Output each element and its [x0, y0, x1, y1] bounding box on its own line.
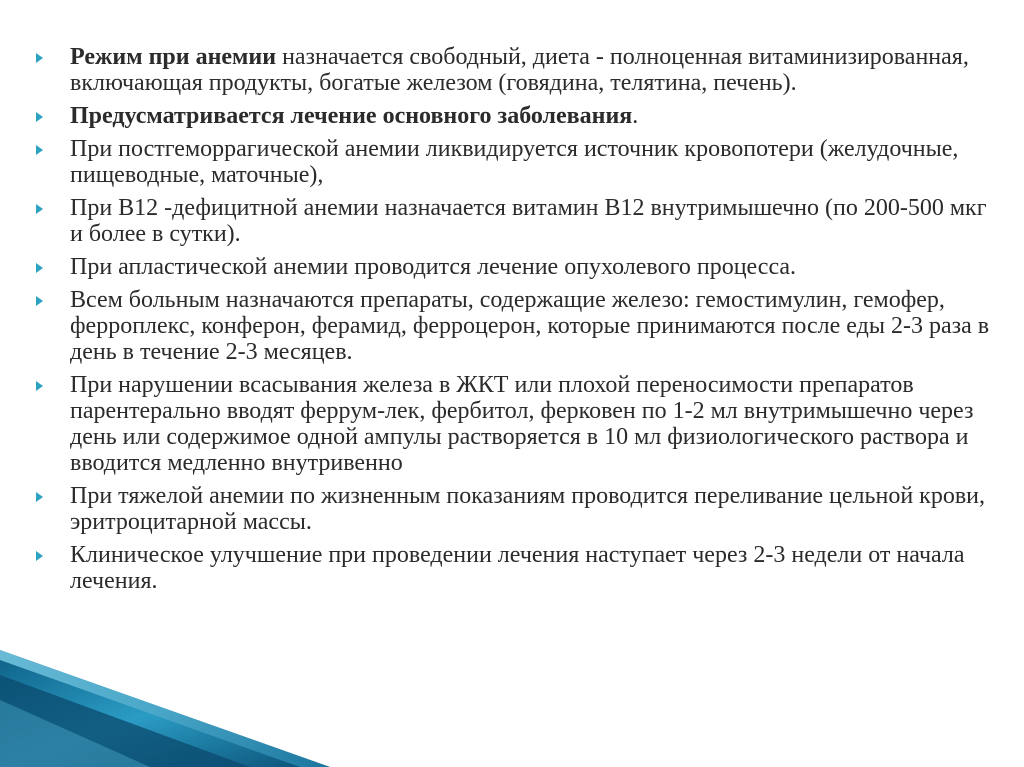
list-item: [36, 542, 996, 594]
triangle-bullet-icon: [36, 112, 43, 122]
item-text: .: [632, 103, 639, 129]
item-bold-text: Режим при анемии: [70, 44, 277, 70]
list-item: [36, 254, 996, 280]
triangle-bullet-icon: [36, 551, 43, 561]
bullet-list-container: [36, 44, 996, 601]
list-item: [36, 44, 996, 96]
item-text: При В12 -дефицитной анемии назначается витамин В12 внутримышечно (по 200-500 мкг и более в сутки).: [70, 195, 987, 247]
triangle-bullet-icon: [36, 145, 43, 155]
triangle-bullet-icon: [36, 492, 43, 502]
triangle-bullet-icon: [36, 296, 43, 306]
item-text: Клиническое улучшение при проведении лечения наступает через 2-3 недели от начала лечения.: [70, 542, 965, 594]
triangle-bullet-icon: [36, 204, 43, 214]
list-item: [36, 136, 996, 188]
list-item: [36, 103, 996, 129]
list-item: [36, 287, 996, 365]
item-text: При нарушении всасывания железа в ЖКТ или плохой переносимости препаратов парентерально вводят феррум-лек, фербитол, ферковен по 1-2 мл внутримышечно через день или содержимое одной ампулы растворяется в 10 мл физиологического раствора и вводится медленно внутривенно: [70, 372, 974, 476]
item-text: При тяжелой анемии по жизненным показаниям проводится переливание цельной крови, эритроцитарной массы.: [70, 483, 985, 535]
item-text: При апластической анемии проводится лечение опухолевого процесса.: [70, 254, 797, 280]
item-text: При постгеморрагической анемии ликвидируется источник кровопотери (желудочные, пищеводные, маточные),: [70, 136, 959, 188]
triangle-bullet-icon: [36, 53, 43, 63]
item-text: назначается свободный, диета - полноценная витаминизированная, включающая продукты, богатые железом (говядина, телятина, печень).: [70, 44, 969, 96]
list-item: [36, 195, 996, 247]
list-item: [36, 372, 996, 476]
triangle-bullet-icon: [36, 263, 43, 273]
list-item: [36, 483, 996, 535]
item-text: Всем больным назначаются препараты, содержащие железо: гемостимулин, гемофер, ферроплекс, конферон, ферамид, ферроцерон, которые принимаются после еды 2-3 раза в день в течение 2-3 месяцев.: [70, 287, 990, 365]
triangle-bullet-icon: [36, 381, 43, 391]
bullet-list: [36, 44, 996, 594]
item-bold-text: Предусматривается лечение основного заболевания: [70, 103, 633, 129]
